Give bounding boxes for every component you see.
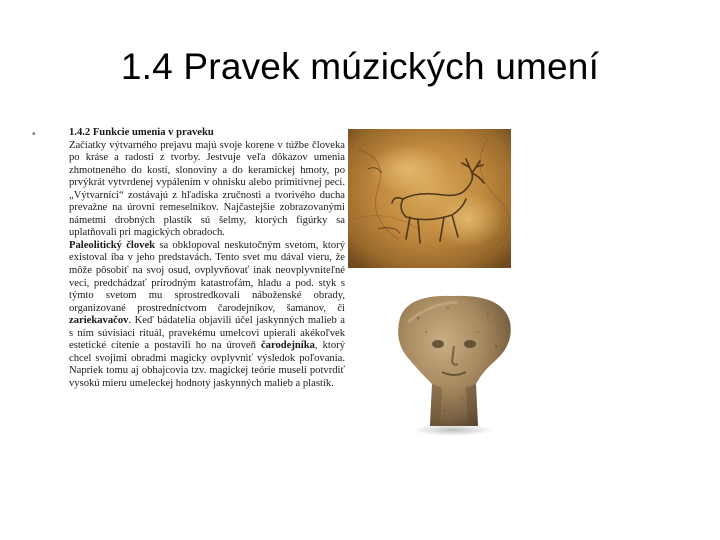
slide-body: [69, 127, 345, 390]
term-zariekavac: zariekavačov: [69, 315, 129, 327]
paragraph-paleolithic-c: , ktorý chcel svojimi obradmi magicky ovplyvniť výsledok poľovania. Napriek tomu aj obhajcovia tzv. magickej teórie museli potvrdiť vysokú mieru umeleckej hodnoty jaskynných malieb a plastík.: [69, 340, 345, 389]
paragraph-paleolithic-b: . Keď bádatelia objavili účel jaskynných malieb a s ním súvisiaci rituál, pravekému umelcovi upierali akékoľvek estetické cítenie a postavili ho na úroveň: [69, 315, 345, 352]
section-heading: 1.4.2 Funkcie umenia v praveku: [69, 127, 214, 138]
clay-head-figurine-image: [378, 288, 528, 438]
cave-painting-image: [348, 129, 511, 268]
bullet-icon: •: [32, 129, 36, 140]
paragraph-paleolithic-a: sa obklopoval neskutočným svetom, ktorý existoval iba v jeho predstavách. Tento svet mu dával vieru, že môže pôsobiť na svoj osud, ovplyvňovať inak neovplyvniteľné veci, predchádzať prírodným katastrofám, hladu a pod. styk s týmto svetom mu sprostredkovali náboženské obrady, organizované prostredníctvom čarodejníkov, šamanov, či: [69, 239, 345, 314]
paragraph-origins: Začiatky výtvarného prejavu majú svoje korene v túžbe človeka po kráse a radosti z tvorby. Jestvuje veľa dôkazov umenia zhmotneného do kostí, slonoviny a do keramickej hmoty, po prvýkrát vytvrdenej vypálením v ohnisku alebo primitívnej peci. „Výtvarníci“ zostávajú z hľadiska zručnosti a tvorivého ducha prevažne na úrovni remeselníkov. Najčastejšie zobrazovanými námetmi drobných plastík sú šelmy, ktorých figúrky sa uplatňovali pri magických obradoch.: [69, 139, 345, 239]
slide-title: 1.4 Pravek múzických umení: [120, 46, 600, 87]
term-carodejnik: čarodejníka: [260, 340, 315, 352]
paleolithic-term: Paleolitický človek: [69, 239, 156, 251]
